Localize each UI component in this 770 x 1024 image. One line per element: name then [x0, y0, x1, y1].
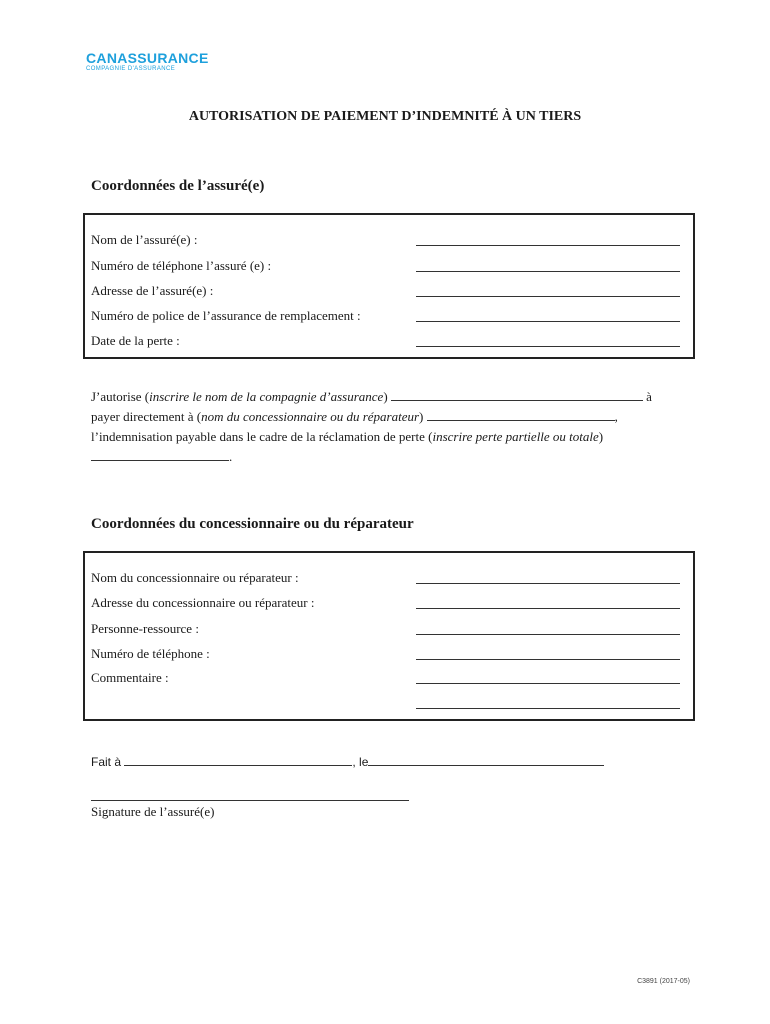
insured-phone-field[interactable] [416, 271, 680, 272]
loss-date-field[interactable] [416, 346, 680, 347]
le-label: , le [352, 755, 369, 769]
section-title-dealer: Coordonnées du concessionnaire ou du réparateur [91, 516, 414, 532]
text: l’indemnisation payable dans le cadre de la réclamation de perte ( [91, 429, 433, 444]
document-title: AUTORISATION DE PAIEMENT D’INDEMNITÉ À UN TIERS [188, 109, 582, 124]
text: ) [383, 389, 388, 404]
field-row-comment [91, 669, 693, 689]
comment-field[interactable] [416, 683, 680, 684]
field-label: Personne-ressource : [91, 621, 199, 636]
company-logo [86, 50, 209, 73]
insured-name-field[interactable] [416, 245, 680, 246]
authorization-line-3 [91, 427, 681, 447]
field-row-dealer-phone [91, 645, 693, 665]
text: à [646, 389, 652, 404]
text: , [614, 409, 618, 424]
field-row-comment-continued [91, 694, 693, 714]
insurer-name-field[interactable] [391, 388, 643, 401]
instruction-text: inscrire le nom de la compagnie d’assurance [149, 389, 384, 404]
field-row-insured-address [91, 282, 693, 302]
field-label: Date de la perte : [91, 333, 180, 348]
text: J’autorise ( [91, 389, 150, 404]
authorization-line-1 [91, 387, 681, 407]
comment-field-line-2[interactable] [416, 708, 680, 709]
date-field[interactable] [368, 753, 604, 766]
place-date-line [91, 753, 604, 769]
contact-person-field[interactable] [416, 634, 680, 635]
dealer-phone-field[interactable] [416, 659, 680, 660]
field-row-contact-person [91, 620, 693, 640]
form-code: C3891 (2017-05) [637, 978, 690, 985]
text: payer directement à ( [91, 409, 202, 424]
dealer-address-field[interactable] [416, 608, 680, 609]
field-row-insured-name [91, 231, 693, 251]
fait-label: Fait à [91, 755, 122, 769]
dealer-name-field[interactable] [416, 583, 680, 584]
payee-name-field[interactable] [427, 408, 615, 421]
insured-address-field[interactable] [416, 296, 680, 297]
authorization-line-4 [91, 447, 681, 467]
logo-name: CANASSURANCE [86, 50, 209, 66]
signature-label: Signature de l’assuré(e) [91, 804, 215, 819]
insured-info-box [83, 213, 695, 359]
field-label: Numéro de police de l’assurance de remplacement : [91, 308, 361, 323]
dealer-info-box [83, 551, 695, 721]
instruction-text: inscrire perte partielle ou totale [432, 429, 599, 444]
authorization-paragraph [91, 387, 681, 467]
field-row-policy-number [91, 307, 693, 327]
instruction-text: nom du concessionnaire ou du réparateur [201, 409, 420, 424]
authorization-line-2 [91, 407, 681, 427]
field-row-dealer-address [91, 594, 693, 614]
field-label: Nom de l’assuré(e) : [91, 232, 198, 247]
field-label: Commentaire : [91, 670, 169, 685]
field-label: Adresse de l’assuré(e) : [91, 283, 214, 298]
logo-tagline: COMPAGNIE D'ASSURANCE [86, 66, 176, 72]
text: . [229, 449, 233, 464]
text: ) [598, 429, 604, 444]
loss-type-field[interactable] [91, 448, 229, 461]
section-title-insured: Coordonnées de l’assuré(e) [91, 178, 265, 194]
field-label: Nom du concessionnaire ou réparateur : [91, 570, 299, 585]
text: ) [419, 409, 424, 424]
signature-field[interactable] [91, 800, 409, 801]
field-label: Numéro de téléphone l’assuré (e) : [91, 258, 272, 273]
field-row-insured-phone [91, 257, 693, 277]
field-label: Numéro de téléphone : [91, 646, 210, 661]
field-row-dealer-name [91, 569, 693, 589]
place-field[interactable] [124, 753, 352, 766]
field-label: Adresse du concessionnaire ou réparateur : [91, 595, 315, 610]
field-row-loss-date [91, 332, 693, 352]
policy-number-field[interactable] [416, 321, 680, 322]
